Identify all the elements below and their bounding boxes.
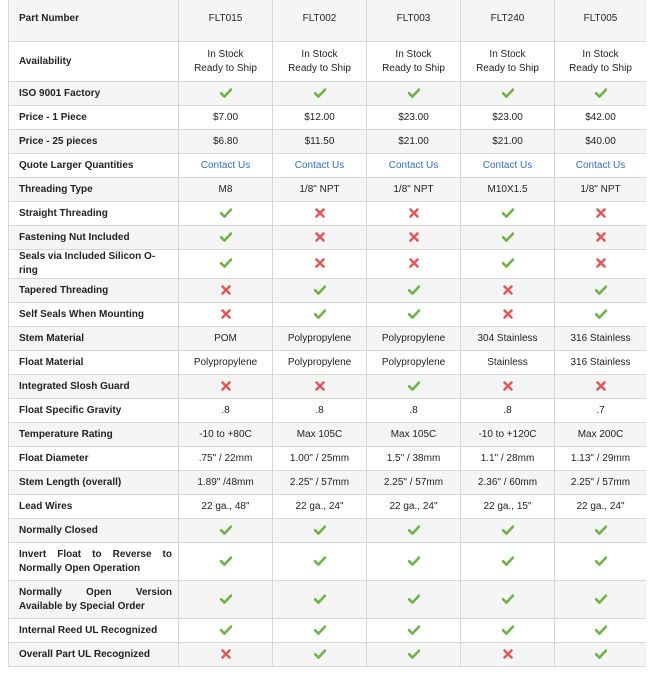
row-label-float-specific-gravity: Float Specific Gravity <box>9 399 179 423</box>
table-cell <box>461 581 555 619</box>
table-row <box>9 0 647 42</box>
table-row <box>9 581 647 619</box>
table-cell <box>179 303 273 327</box>
table-cell: 22 ga., 24" <box>273 495 367 519</box>
row-label-float-material: Float Material <box>9 351 179 375</box>
table-cell: 2.25" / 57mm <box>555 471 647 495</box>
table-cell <box>367 543 461 581</box>
table-cell: 1.89" /48mm <box>179 471 273 495</box>
table-cell <box>367 643 461 667</box>
check-icon <box>408 556 420 566</box>
check-icon <box>220 525 232 535</box>
table-row <box>9 202 647 226</box>
cross-icon <box>503 381 513 391</box>
check-icon <box>595 309 607 319</box>
table-cell <box>367 202 461 226</box>
row-label-straight-threading: Straight Threading <box>9 202 179 226</box>
table-cell <box>555 543 647 581</box>
table-cell: 2.25" / 57mm <box>273 471 367 495</box>
table-cell <box>461 202 555 226</box>
cross-icon <box>315 258 325 268</box>
table-cell <box>179 154 273 178</box>
table-cell <box>273 643 367 667</box>
check-icon <box>220 88 232 98</box>
table-cell <box>367 375 461 399</box>
table-cell <box>273 519 367 543</box>
table-cell <box>179 581 273 619</box>
check-icon <box>408 285 420 295</box>
row-label-self-seals-when-mounting: Self Seals When Mounting <box>9 303 179 327</box>
table-row <box>9 327 647 351</box>
check-icon <box>408 525 420 535</box>
row-label-temperature-rating: Temperature Rating <box>9 423 179 447</box>
check-icon <box>502 625 514 635</box>
row-label-price-1-piece: Price - 1 Piece <box>9 106 179 130</box>
table-cell: .7 <box>555 399 647 423</box>
check-icon <box>408 381 420 391</box>
cross-icon <box>221 649 231 659</box>
cross-icon <box>315 232 325 242</box>
table-cell <box>555 619 647 643</box>
table-cell: 1.13" / 29mm <box>555 447 647 471</box>
table-row <box>9 106 647 130</box>
table-cell: 22 ga., 48" <box>179 495 273 519</box>
row-label-tapered-threading: Tapered Threading <box>9 279 179 303</box>
comparison-table-wrapper <box>8 0 646 680</box>
row-label-internal-reed-ul-recognized: Internal Reed UL Recognized <box>9 619 179 643</box>
row-label-normally-open-version-available-by-special-order: Normally Open Version Available by Special Order <box>9 581 179 619</box>
check-icon <box>220 594 232 604</box>
check-icon <box>220 232 232 242</box>
table-cell: $11.50 <box>273 130 367 154</box>
table-cell: $40.00 <box>555 130 647 154</box>
table-cell: POM <box>179 327 273 351</box>
table-cell: 1.1" / 28mm <box>461 447 555 471</box>
table-cell: Stainless <box>461 351 555 375</box>
table-cell <box>179 375 273 399</box>
table-cell: .8 <box>461 399 555 423</box>
contact-us-link[interactable]: Contact Us <box>294 159 345 171</box>
table-cell: .75" / 22mm <box>179 447 273 471</box>
check-icon <box>314 594 326 604</box>
table-cell <box>555 250 647 279</box>
table-row <box>9 42 647 82</box>
table-cell: $23.00 <box>367 106 461 130</box>
table-row <box>9 447 647 471</box>
contact-us-link[interactable]: Contact Us <box>200 159 251 171</box>
check-icon <box>314 88 326 98</box>
table-cell: Max 105C <box>367 423 461 447</box>
availability-cell: In Stock Ready to Ship <box>179 42 273 82</box>
table-row <box>9 154 647 178</box>
table-cell <box>367 250 461 279</box>
table-cell <box>461 82 555 106</box>
check-icon <box>408 88 420 98</box>
cross-icon <box>503 285 513 295</box>
table-row <box>9 471 647 495</box>
table-cell <box>367 619 461 643</box>
table-cell <box>367 279 461 303</box>
table-cell <box>367 519 461 543</box>
table-cell <box>461 375 555 399</box>
part-number-header: FLT002 <box>273 0 367 42</box>
check-icon <box>595 525 607 535</box>
table-cell <box>179 82 273 106</box>
cross-icon <box>596 381 606 391</box>
table-row <box>9 519 647 543</box>
check-icon <box>595 649 607 659</box>
table-row <box>9 375 647 399</box>
contact-us-link[interactable]: Contact Us <box>575 159 626 171</box>
table-cell: 22 ga., 24" <box>367 495 461 519</box>
check-icon <box>502 525 514 535</box>
table-cell: $21.00 <box>367 130 461 154</box>
check-icon <box>595 594 607 604</box>
table-cell: .8 <box>273 399 367 423</box>
check-icon <box>595 625 607 635</box>
table-cell <box>367 82 461 106</box>
table-cell: Polypropylene <box>273 351 367 375</box>
row-label-integrated-slosh-guard: Integrated Slosh Guard <box>9 375 179 399</box>
table-cell <box>179 202 273 226</box>
table-row <box>9 495 647 519</box>
table-cell: -10 to +120C <box>461 423 555 447</box>
row-label-lead-wires: Lead Wires <box>9 495 179 519</box>
row-label-part-number: Part Number <box>9 0 179 42</box>
availability-cell: In Stock Ready to Ship <box>367 42 461 82</box>
part-number-header: FLT015 <box>179 0 273 42</box>
table-cell <box>273 250 367 279</box>
row-label-stem-length-overall: Stem Length (overall) <box>9 471 179 495</box>
row-label-float-diameter: Float Diameter <box>9 447 179 471</box>
table-cell: M8 <box>179 178 273 202</box>
table-cell: 1/8" NPT <box>367 178 461 202</box>
cross-icon <box>503 649 513 659</box>
table-row <box>9 279 647 303</box>
table-cell <box>461 543 555 581</box>
check-icon <box>408 309 420 319</box>
cross-icon <box>409 258 419 268</box>
table-row <box>9 351 647 375</box>
table-cell: $42.00 <box>555 106 647 130</box>
table-row <box>9 619 647 643</box>
table-cell <box>555 303 647 327</box>
table-cell: Max 200C <box>555 423 647 447</box>
cross-icon <box>596 258 606 268</box>
table-cell <box>367 581 461 619</box>
check-icon <box>314 649 326 659</box>
table-cell: -10 to +80C <box>179 423 273 447</box>
availability-cell: In Stock Ready to Ship <box>555 42 647 82</box>
check-icon <box>595 285 607 295</box>
check-icon <box>595 88 607 98</box>
row-label-invert-float-to-reverse-to-normally-open-operation: Invert Float to Reverse to Normally Open Operation <box>9 543 179 581</box>
check-icon <box>502 232 514 242</box>
table-cell <box>555 279 647 303</box>
table-cell <box>555 226 647 250</box>
check-icon <box>408 649 420 659</box>
check-icon <box>314 625 326 635</box>
table-cell <box>461 279 555 303</box>
product-comparison-table <box>8 0 646 667</box>
row-label-seals-via-included-silicon-o-ring: Seals via Included Silicon O-ring <box>9 250 179 279</box>
table-cell: Polypropylene <box>179 351 273 375</box>
cross-icon <box>221 381 231 391</box>
table-row <box>9 303 647 327</box>
check-icon <box>314 285 326 295</box>
check-icon <box>502 208 514 218</box>
check-icon <box>220 258 232 268</box>
table-cell: 2.25" / 57mm <box>367 471 461 495</box>
table-row <box>9 130 647 154</box>
table-cell <box>461 619 555 643</box>
part-number-header: FLT005 <box>555 0 647 42</box>
availability-cell: In Stock Ready to Ship <box>461 42 555 82</box>
table-cell: 316 Stainless <box>555 327 647 351</box>
table-cell: 1.00" / 25mm <box>273 447 367 471</box>
table-cell <box>461 643 555 667</box>
table-row <box>9 250 647 279</box>
part-number-header: FLT240 <box>461 0 555 42</box>
table-cell <box>273 619 367 643</box>
table-cell <box>461 226 555 250</box>
row-label-fastening-nut-included: Fastening Nut Included <box>9 226 179 250</box>
availability-cell: In Stock Ready to Ship <box>273 42 367 82</box>
table-row <box>9 643 647 667</box>
table-cell: 22 ga., 15" <box>461 495 555 519</box>
table-cell <box>555 82 647 106</box>
table-cell: $21.00 <box>461 130 555 154</box>
table-cell: 304 Stainless <box>461 327 555 351</box>
table-cell: $7.00 <box>179 106 273 130</box>
cross-icon <box>503 309 513 319</box>
table-cell: Polypropylene <box>273 327 367 351</box>
table-cell <box>367 154 461 178</box>
contact-us-link[interactable]: Contact Us <box>482 159 533 171</box>
table-cell: Polypropylene <box>367 327 461 351</box>
table-cell <box>273 581 367 619</box>
table-cell <box>273 375 367 399</box>
table-row <box>9 423 647 447</box>
check-icon <box>502 556 514 566</box>
check-icon <box>314 525 326 535</box>
check-icon <box>220 556 232 566</box>
check-icon <box>314 556 326 566</box>
table-cell: 2.36" / 60mm <box>461 471 555 495</box>
table-cell <box>555 375 647 399</box>
row-label-threading-type: Threading Type <box>9 178 179 202</box>
row-label-stem-material: Stem Material <box>9 327 179 351</box>
table-cell <box>555 202 647 226</box>
table-cell: Polypropylene <box>367 351 461 375</box>
cross-icon <box>409 208 419 218</box>
table-cell <box>555 519 647 543</box>
table-cell: $6.80 <box>179 130 273 154</box>
table-cell <box>461 250 555 279</box>
row-label-normally-closed: Normally Closed <box>9 519 179 543</box>
table-cell <box>461 154 555 178</box>
row-label-iso-9001-factory: ISO 9001 Factory <box>9 82 179 106</box>
check-icon <box>220 208 232 218</box>
table-cell <box>273 82 367 106</box>
part-number-header: FLT003 <box>367 0 461 42</box>
cross-icon <box>221 285 231 295</box>
table-cell: 22 ga., 24" <box>555 495 647 519</box>
table-cell: 1/8" NPT <box>273 178 367 202</box>
table-row <box>9 543 647 581</box>
table-cell <box>179 250 273 279</box>
table-cell <box>273 303 367 327</box>
table-cell <box>461 303 555 327</box>
row-label-overall-part-ul-recognized: Overall Part UL Recognized <box>9 643 179 667</box>
table-cell <box>461 519 555 543</box>
table-cell: .8 <box>179 399 273 423</box>
cross-icon <box>315 381 325 391</box>
table-cell <box>555 581 647 619</box>
check-icon <box>314 309 326 319</box>
table-cell <box>273 202 367 226</box>
table-cell: 316 Stainless <box>555 351 647 375</box>
table-row <box>9 226 647 250</box>
row-label-availability: Availability <box>9 42 179 82</box>
cross-icon <box>409 232 419 242</box>
table-cell <box>179 619 273 643</box>
check-icon <box>502 258 514 268</box>
cross-icon <box>221 309 231 319</box>
table-cell: 1.5" / 38mm <box>367 447 461 471</box>
contact-us-link[interactable]: Contact Us <box>388 159 439 171</box>
table-row <box>9 178 647 202</box>
cross-icon <box>596 208 606 218</box>
row-label-quote-larger-quantities: Quote Larger Quantities <box>9 154 179 178</box>
table-cell <box>179 643 273 667</box>
table-cell: $23.00 <box>461 106 555 130</box>
check-icon <box>220 625 232 635</box>
check-icon <box>502 88 514 98</box>
table-cell: $12.00 <box>273 106 367 130</box>
table-cell <box>179 226 273 250</box>
cross-icon <box>315 208 325 218</box>
table-row <box>9 399 647 423</box>
table-cell <box>367 303 461 327</box>
table-cell <box>179 519 273 543</box>
table-cell <box>179 279 273 303</box>
table-cell: .8 <box>367 399 461 423</box>
table-cell <box>273 226 367 250</box>
check-icon <box>408 625 420 635</box>
table-cell <box>555 643 647 667</box>
table-cell: 1/8" NPT <box>555 178 647 202</box>
table-row <box>9 82 647 106</box>
table-cell: Max 105C <box>273 423 367 447</box>
table-cell <box>273 154 367 178</box>
cross-icon <box>596 232 606 242</box>
table-cell <box>179 543 273 581</box>
table-cell: M10X1.5 <box>461 178 555 202</box>
check-icon <box>408 594 420 604</box>
check-icon <box>502 594 514 604</box>
row-label-price-25-pieces: Price - 25 pieces <box>9 130 179 154</box>
table-cell <box>555 154 647 178</box>
table-cell <box>273 543 367 581</box>
table-cell <box>273 279 367 303</box>
table-cell <box>367 226 461 250</box>
table-body <box>9 0 647 667</box>
check-icon <box>595 556 607 566</box>
